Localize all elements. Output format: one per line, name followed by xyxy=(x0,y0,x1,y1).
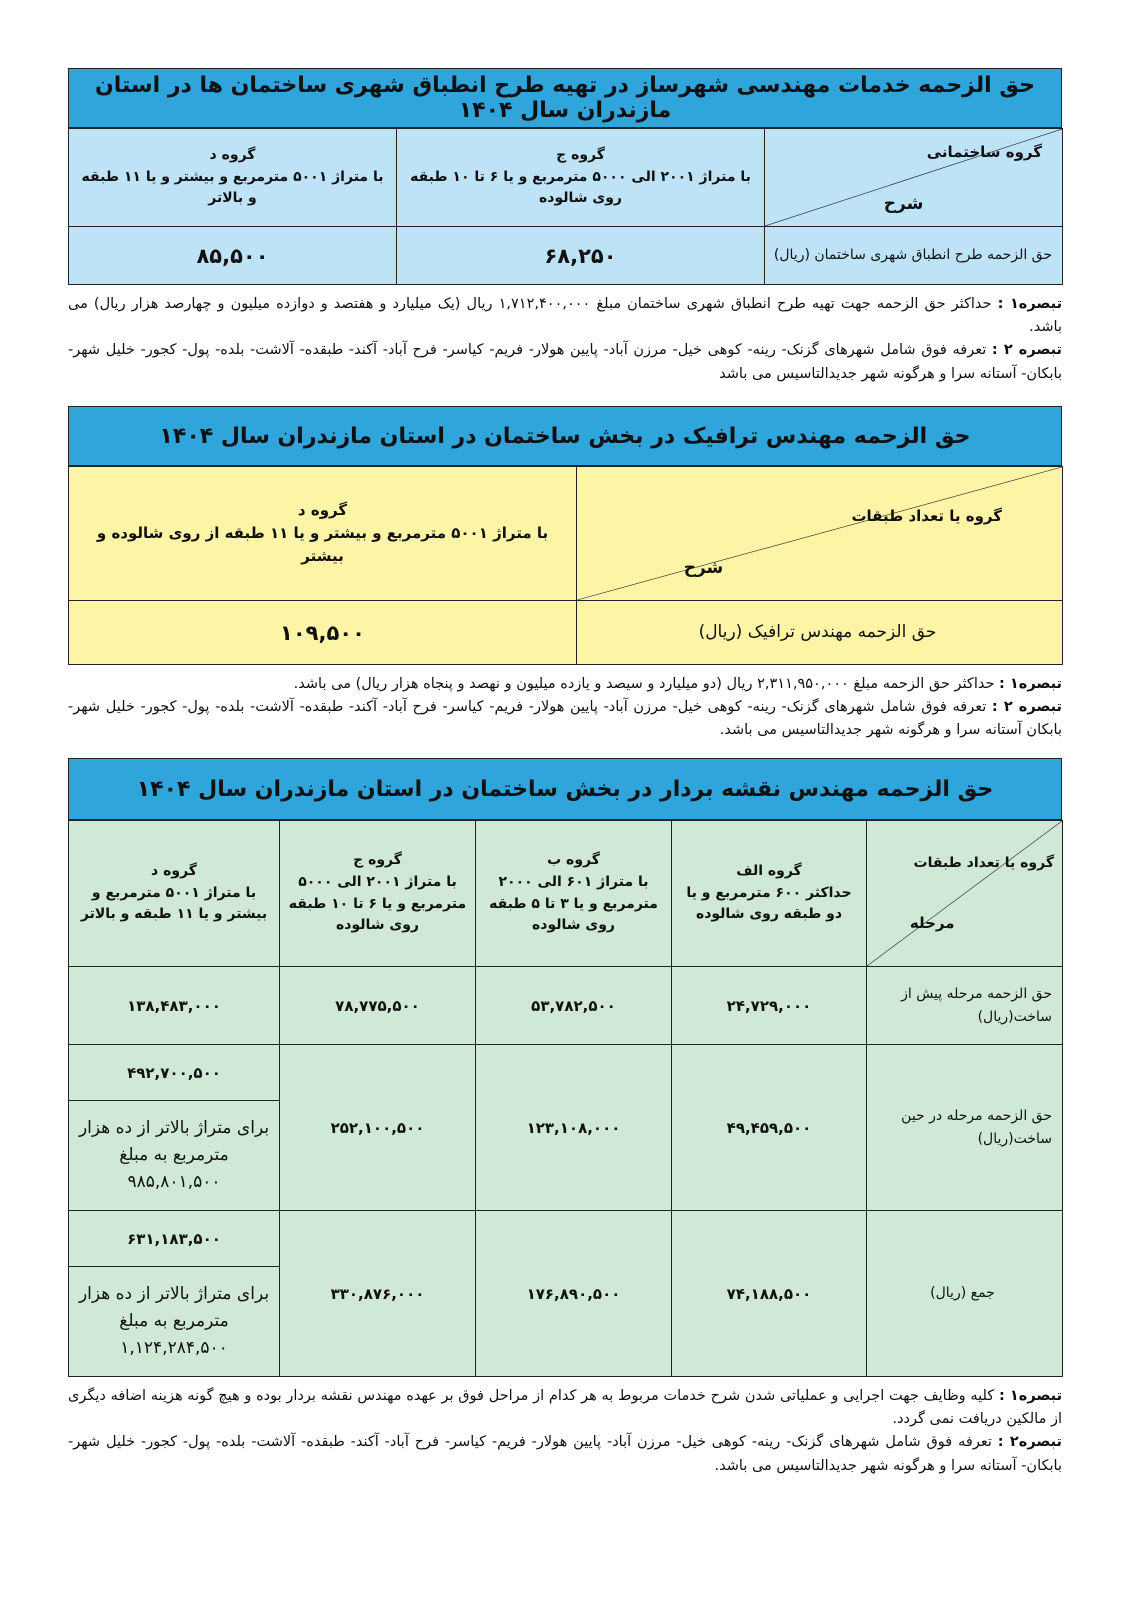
diag-top-label: گروه ساختمانی xyxy=(926,143,1042,161)
diagonal-line xyxy=(577,467,1062,600)
group-d-title: گروه د xyxy=(297,500,348,519)
group-a-desc: حداکثر ۶۰۰ مترمربع و یا دو طبقه روی شالوده xyxy=(686,884,852,923)
note-2-head: تبصره۲ : xyxy=(997,1434,1062,1451)
group-d-title: گروه د xyxy=(151,862,197,879)
row-label-during-construction: حق الزحمه مرحله در حین ساخت(ریال) xyxy=(867,1045,1063,1211)
note-1 xyxy=(68,673,1062,696)
section-urban-planner xyxy=(68,68,1062,386)
note-1 xyxy=(68,1385,1062,1431)
section-title: حق الزحمه مهندس نقشه بردار در بخش ساختمان در استان مازندران سال ۱۴۰۴ xyxy=(68,758,1062,820)
surveyor-table xyxy=(68,820,1063,1377)
header-diagonal-cell xyxy=(577,467,1063,601)
note-1-head: تبصره۱ : xyxy=(997,296,1063,312)
group-c-title: گروه ج xyxy=(556,146,605,163)
diag-bottom-label: شرح xyxy=(883,194,924,214)
note-1-head: تبصره۱ : xyxy=(998,1388,1063,1404)
diag-top-label: گروه یا تعداد طبقات xyxy=(913,855,1054,871)
section-surveyor xyxy=(68,758,1062,1478)
group-d-title: گروه د xyxy=(209,146,256,163)
group-c-title: گروه ج xyxy=(353,852,402,869)
note-1-text: حداکثر حق الزحمه جهت تهیه طرح انطباق شهری ساختمان مبلغ ۱,۷۱۲,۴۰۰,۰۰۰ ریال (یک میلیارد و هفتصد و دوازده میلیون و چهارصد هزار ریال) می باشد. xyxy=(68,296,1062,336)
diagonal-line xyxy=(867,821,1062,966)
header-diagonal-cell xyxy=(765,129,1063,227)
value-group-d: ۱۰۹,۵۰۰ xyxy=(69,601,577,665)
group-c-desc: با متراژ ۲۰۰۱ الی ۵۰۰۰ مترمربع و یا ۶ تا ۱۰ طبقه روی شالوده xyxy=(410,168,751,207)
pre-group-b: ۵۳,۷۸۲,۵۰۰ xyxy=(476,967,672,1045)
group-d-header xyxy=(69,821,280,967)
group-a-header xyxy=(672,821,867,967)
section-title: حق الزحمه خدمات مهندسی شهرساز در تهیه طرح انطباق شهری ساختمان ها در استان مازندران سال ۱۴۰۴ xyxy=(68,68,1062,128)
group-d-desc: با متراژ ۵۰۰۱ مترمربع و بیشتر و یا ۱۱ طبقه از روی شالوده و بیشتر xyxy=(96,523,549,566)
pre-group-a: ۲۴,۷۲۹,۰۰۰ xyxy=(672,967,867,1045)
pre-group-c: ۷۸,۷۷۵,۵۰۰ xyxy=(280,967,476,1045)
section-traffic xyxy=(68,406,1062,743)
during-group-b: ۱۲۳,۱۰۸,۰۰۰ xyxy=(476,1045,672,1211)
note-2-text: تعرفه فوق شامل شهرهای گزنک- رینه- کوهی خیل- مرزن آباد- پایین هولار- فریم- کیاسر- فرح آباد- آکند- طبقده- آلاشت- بلده- پول- کجور- خلیل شهر- بابکان آستانه سرا و هرگونه شهر جدیدالتاسیس می باشد. xyxy=(68,699,1062,739)
group-c-desc: با متراژ ۲۰۰۱ الی ۵۰۰۰ مترمربع و یا ۶ تا ۱۰ طبقه روی شالوده xyxy=(288,873,467,934)
group-c-header xyxy=(280,821,476,967)
group-d-desc: با متراژ ۵۰۰۱ مترمربع و بیشتر و یا ۱۱ طبقه و بالاتر xyxy=(81,168,384,207)
note-2 xyxy=(68,1431,1062,1477)
row-label-pre-construction: حق الزحمه مرحله پیش از ساخت(ریال) xyxy=(867,967,1063,1045)
group-d-header xyxy=(69,467,577,601)
total-group-d: ۶۳۱,۱۸۳,۵۰۰ xyxy=(69,1211,280,1267)
note-2 xyxy=(68,696,1062,742)
group-b-title: گروه ب xyxy=(547,852,600,869)
row-label-total: جمع (ریال) xyxy=(867,1211,1063,1377)
during-group-d-extra: برای متراژ بالاتر از ده هزار مترمربع به مبلغ ۹۸۵,۸۰۱,۵۰۰ xyxy=(69,1101,280,1211)
note-2-head: تبصره ۲ : xyxy=(991,699,1062,716)
note-1-text: حداکثر حق الزحمه مبلغ ۲,۳۱۱,۹۵۰,۰۰۰ ریال (دو میلیارد و سیصد و یازده میلیون و نهصد و پنجاه هزار ریال) می باشد. xyxy=(293,676,995,692)
group-a-title: گروه الف xyxy=(736,862,802,879)
note-2-text: تعرفه فوق شامل شهرهای گزنک- رینه- کوهی خیل- مرزن آباد- پایین هولار- فریم- کیاسر- فرح آباد- آکند- طبقده- آلاشت- بلده- پول- کجور- خلیل شهر- بابکان- آستانه سرا و هرگونه شهر جدیدالتاسیس می باشد xyxy=(68,342,1062,382)
total-group-a: ۷۴,۱۸۸,۵۰۰ xyxy=(672,1211,867,1377)
diag-top-label: گروه یا تعداد طبقات xyxy=(851,507,1002,525)
total-group-c: ۳۳۰,۸۷۶,۰۰۰ xyxy=(280,1211,476,1377)
diag-bottom-label: شرح xyxy=(683,558,724,578)
total-group-b: ۱۷۶,۸۹۰,۵۰۰ xyxy=(476,1211,672,1377)
value-group-d: ۸۵,۵۰۰ xyxy=(69,227,397,285)
group-b-header xyxy=(476,821,672,967)
during-group-c: ۲۵۲,۱۰۰,۵۰۰ xyxy=(280,1045,476,1211)
group-b-desc: با متراژ ۶۰۱ الی ۲۰۰۰ مترمربع و یا ۳ تا ۵ طبقه روی شالوده xyxy=(489,873,658,934)
total-group-d-extra: برای متراژ بالاتر از ده هزار مترمربع به مبلغ ۱,۱۲۴,۲۸۴,۵۰۰ xyxy=(69,1267,280,1377)
section-title: حق الزحمه مهندس ترافیک در بخش ساختمان در استان مازندران سال ۱۴۰۴ xyxy=(68,406,1062,466)
group-d-header xyxy=(69,129,397,227)
urban-planner-table xyxy=(68,128,1063,285)
pre-group-d: ۱۳۸,۴۸۳,۰۰۰ xyxy=(69,967,280,1045)
during-group-a: ۴۹,۴۵۹,۵۰۰ xyxy=(672,1045,867,1211)
row-label: حق الزحمه طرح انطباق شهری ساختمان (ریال) xyxy=(765,227,1063,285)
note-1 xyxy=(68,293,1062,339)
note-2 xyxy=(68,339,1062,385)
note-2-head: تبصره ۲ : xyxy=(991,342,1062,359)
row-label: حق الزحمه مهندس ترافیک (ریال) xyxy=(577,601,1063,665)
note-1-head: تبصره۱ : xyxy=(999,676,1062,692)
note-2-text: تعرفه فوق شامل شهرهای گزنک- رینه- کوهی خیل- مرزن آباد- پایین هولار- فریم- کیاسر- فرح آباد- آکند- طبقده- آلاشت- بلده- پول- کجور- خلیل شهر- بابکان- آستانه سرا و هرگونه شهر جدیدالتاسیس می باشد. xyxy=(68,1434,1062,1474)
group-c-header xyxy=(397,129,765,227)
header-diagonal-cell xyxy=(867,821,1063,967)
note-1-text: کلیه وظایف جهت اجرایی و عملیاتی شدن شرح خدمات مربوط به هر کدام از مراحل فوق بر عهده مهندس نقشه بردار بوده و هیچ گونه هزینه اضافه دیگری از مالکین دریافت نمی گردد. xyxy=(68,1388,1062,1428)
value-group-c: ۶۸,۲۵۰ xyxy=(397,227,765,285)
group-d-desc: با متراژ ۵۰۰۱ مترمربع و بیشتر و یا ۱۱ طبقه و بالاتر xyxy=(80,884,268,923)
traffic-table xyxy=(68,466,1063,665)
during-group-d: ۴۹۲,۷۰۰,۵۰۰ xyxy=(69,1045,280,1101)
diag-bottom-label: مرحله xyxy=(909,914,955,932)
